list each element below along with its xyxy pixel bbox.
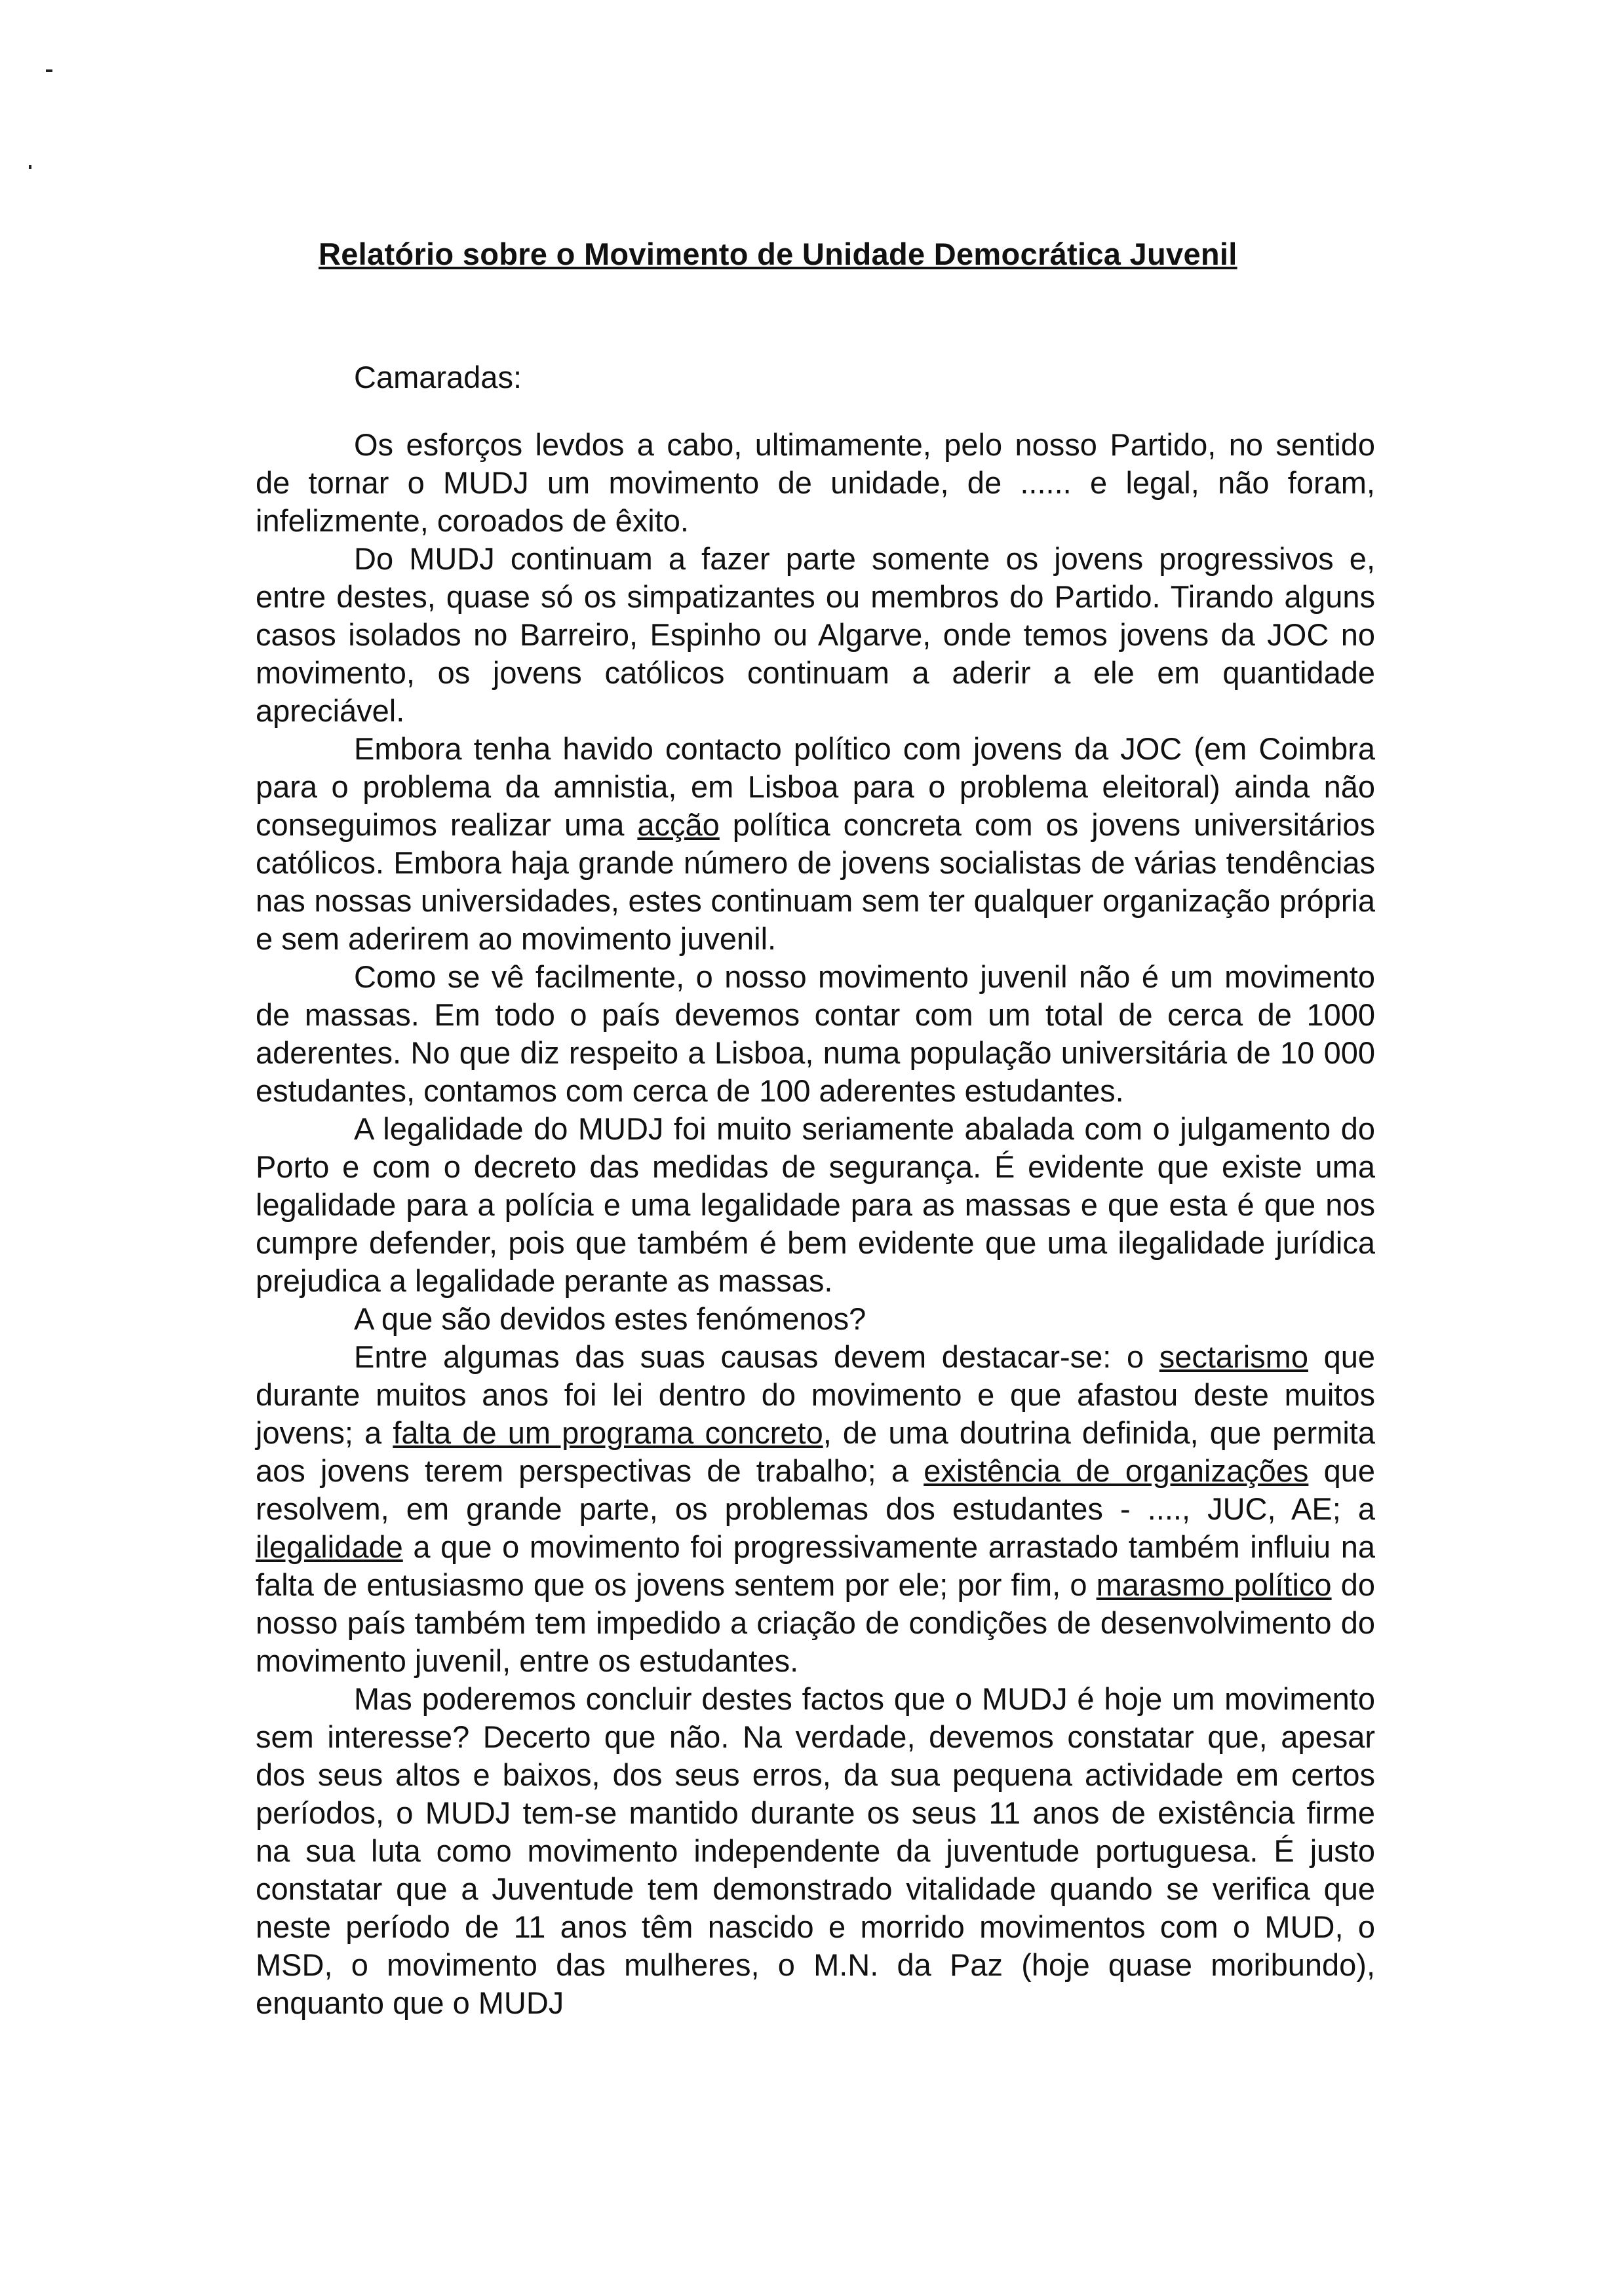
underlined-text: falta de um programa concreto — [393, 1415, 823, 1450]
paragraph: Mas poderemos concluir destes factos que o MUDJ é hoje um movimento sem interesse? Decerto que não. Na verdade, devemos constatar que, apesar dos seus altos e baixos, dos seus erros, da sua pequena actividade em certos períodos, o MUDJ tem-se mantido durante os seus 11 anos de existência firme na sua luta como movimento independente da juventude portuguesa. É justo constatar que a Juventude tem demonstrado vitalidade quando se verifica que neste período de 11 anos têm nascido e morrido movimentos com o MUD, o MSD, o movimento das mulheres, o M.N. da Paz (hoje quase moribundo), enquanto que o MUDJ — [256, 1681, 1375, 2020]
underlined-text: marasmo político — [1096, 1567, 1332, 1602]
underlined-text: sectarismo — [1159, 1339, 1308, 1374]
scan-mark — [46, 69, 52, 72]
paragraph: Entre algumas das suas causas devem destacar-se: o sectarismo que durante muitos anos foi lei dentro do movimento e que afastou deste muitos jovens; a falta de um programa concreto, de uma doutrina definida, que permita aos jovens terem perspectivas de trabalho; a existência de organizações que resolvem, em grande parte, os problemas dos estudantes - ...., JUC, AE; a ilegalidade a que o movimento foi progressivamente arrastado também influiu na falta de entusiasmo que os jovens sentem por ele; por fim, o marasmo político do nosso país também tem impedido a criação de condições de desenvolvimento do movimento juvenil, entre os estudantes. — [256, 1339, 1376, 1678]
underlined-text: acção — [637, 807, 720, 842]
scan-mark — [29, 165, 31, 169]
underlined-text: existência de organizações — [924, 1453, 1309, 1488]
paragraph: A que são devidos estes fenómenos? — [354, 1301, 866, 1336]
paragraph: Do MUDJ continuam a fazer parte somente os jovens progressivos e, entre destes, quase só os simpatizantes ou membros do Partido. Tirando alguns casos isolados no Barreiro, Espinho ou Algarve, onde temos jovens da JOC no movimento, os jovens católicos continuam a aderir a ele em quantidade apreciável. — [256, 541, 1375, 728]
paragraph: Embora tenha havido contacto político com jovens da JOC (em Coimbra para o problema da amnistia, em Lisboa para o problema eleitoral) ainda não conseguimos realizar uma acção política concreta com os jovens universitários católicos. Embora haja grande número de jovens socialistas de várias tendências nas nossas universidades, estes continuam sem ter qualquer organização própria e sem aderirem ao movimento juvenil. — [256, 731, 1375, 956]
document-body — [256, 426, 1375, 2022]
salutation: Camaradas: — [354, 360, 522, 394]
document-title: Relatório sobre o Movimento de Unidade Democrática Juvenil — [319, 237, 1237, 271]
paragraph: Os esforços levdos a cabo, ultimamente, pelo nosso Partido, no sentido de tornar o MUDJ um movimento de unidade, de ...... e legal, não foram, infelizmente, coroados de êxito. — [256, 427, 1375, 538]
underlined-text: ilegalidade — [256, 1529, 403, 1564]
paragraph: A legalidade do MUDJ foi muito seriamente abalada com o julgamento do Porto e com o decreto das medidas de segurança. É evidente que existe uma legalidade para a polícia e uma legalidade para as massas e que esta é que nos cumpre defender, pois que também é bem evidente que uma ilegalidade jurídica prejudica a legalidade perante as massas. — [256, 1111, 1375, 1298]
paragraph: Como se vê facilmente, o nosso movimento juvenil não é um movimento de massas. Em todo o país devemos contar com um total de cerca de 1000 aderentes. No que diz respeito a Lisboa, numa população universitária de 10 000 estudantes, contamos com cerca de 100 aderentes estudantes. — [256, 959, 1375, 1108]
